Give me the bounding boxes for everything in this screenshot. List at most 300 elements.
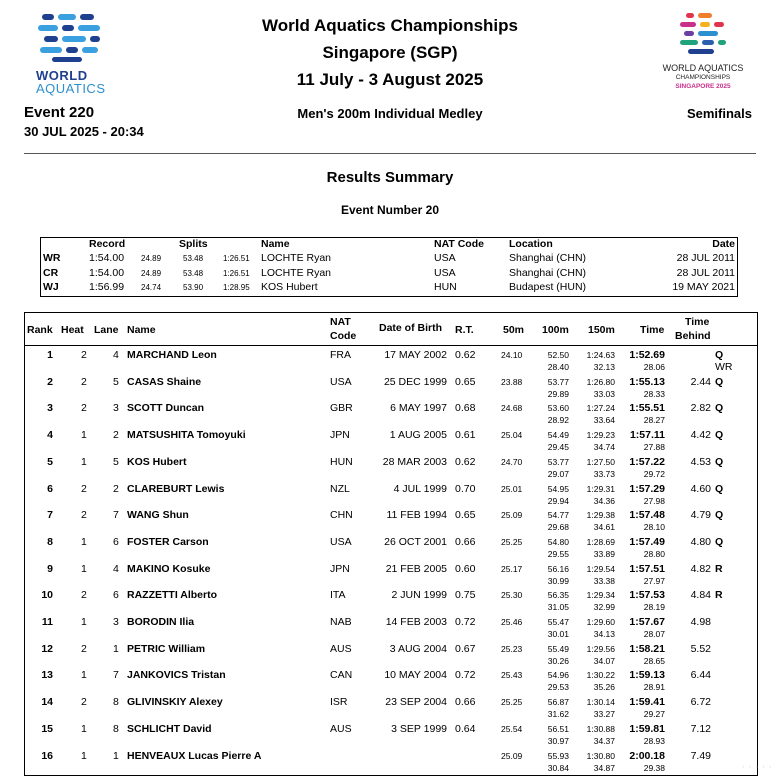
heat: 1	[81, 616, 87, 628]
time-behind: 2.44	[690, 375, 711, 388]
nat-code: CHN	[330, 509, 353, 522]
final-time: 1:57.11	[629, 429, 665, 442]
nat-code: NAB	[330, 616, 352, 628]
h-lane: Lane	[94, 324, 119, 336]
lap-100m: 29.89	[547, 388, 569, 399]
qualification-mark: R	[715, 589, 723, 602]
final-time: 1:57.51	[629, 562, 665, 575]
lap-150m: 34.61	[593, 522, 615, 533]
lap-150m: 34.87	[593, 762, 615, 773]
h-50m: 50m	[503, 324, 525, 336]
date-of-birth: 17 MAY 2002	[384, 349, 447, 361]
final-time: 1:57.48	[629, 509, 665, 522]
lap-200m: 29.38	[643, 762, 665, 773]
qualification-mark: Q	[715, 429, 724, 442]
heat: 1	[81, 562, 87, 575]
lap-200m: 28.10	[643, 522, 665, 533]
results-header-rule	[25, 345, 757, 346]
date-of-birth: 2 JUN 1999	[391, 589, 447, 602]
lane: 3	[113, 616, 119, 628]
split-100m: 55.47	[547, 617, 569, 627]
event-number: Event Number 20	[340, 203, 440, 217]
result-row	[25, 669, 757, 696]
h-rank: Rank	[27, 324, 53, 336]
split-150m: 1:29.60	[586, 617, 615, 627]
h-code: Code	[330, 330, 357, 342]
nat-code: AUS	[330, 642, 352, 655]
result-row	[25, 456, 757, 483]
rank: 12	[41, 642, 53, 655]
record-holder: LOCHTE Ryan	[261, 252, 332, 264]
qualification-mark: Q	[715, 509, 724, 522]
rank: 8	[47, 535, 53, 548]
split-100m: 54.95	[547, 483, 569, 494]
championship-dates: 11 July - 3 August 2025	[296, 70, 484, 89]
split-100m: 54.80	[547, 536, 569, 547]
rec-h-splits: Splits	[179, 238, 208, 250]
date-of-birth: 3 AUG 2004	[389, 642, 447, 655]
split-150m: 1:30.88	[586, 723, 615, 734]
lap-150m: 35.26	[593, 682, 615, 693]
rank: 2	[47, 375, 53, 388]
split-150m: 1:27.50	[586, 456, 615, 467]
reaction-time: 0.67	[455, 642, 476, 655]
final-time: 1:58.21	[629, 642, 665, 655]
lap-150m: 34.36	[593, 495, 615, 506]
split-100m: 53.60	[547, 403, 569, 414]
rec-h-nat: NAT Code	[434, 238, 484, 250]
date-of-birth: 26 OCT 2001	[384, 535, 447, 548]
result-row	[25, 376, 757, 403]
header-divider	[24, 153, 756, 154]
heat: 1	[81, 722, 87, 735]
records-table	[40, 237, 738, 297]
record-date: 28 JUL 2011	[676, 266, 735, 279]
record-date: 19 MAY 2021	[672, 281, 735, 293]
result-row	[25, 536, 757, 563]
reaction-time: 0.68	[455, 402, 476, 415]
split-100m: 56.87	[547, 697, 569, 708]
lane: 3	[113, 402, 119, 415]
split-50m: 25.09	[501, 510, 523, 521]
split-150m: 1:26.80	[586, 376, 615, 387]
lap-150m: 33.03	[593, 388, 615, 399]
lap-100m: 30.01	[547, 629, 569, 639]
result-row	[25, 349, 757, 376]
split-100m: 56.16	[547, 563, 569, 574]
lap-100m: 29.07	[547, 468, 569, 479]
lap-150m: 32.13	[593, 362, 615, 372]
split-150m: 1:30.14	[586, 697, 615, 708]
time-behind: 6.44	[690, 669, 711, 682]
reaction-time: 0.60	[455, 562, 476, 575]
athlete-name: PETRIC William	[127, 642, 206, 655]
split-100m: 53.77	[547, 376, 569, 387]
reaction-time: 0.61	[455, 429, 476, 442]
heat: 2	[81, 402, 87, 415]
athlete-name: GLIVINSKIY Alexey	[127, 696, 223, 709]
record-split-50: 24.89	[141, 254, 162, 263]
final-time: 1:57.53	[629, 589, 665, 602]
record-split-150: 1:28.95	[223, 283, 250, 292]
lap-100m: 30.99	[547, 575, 569, 586]
split-50m: 25.25	[501, 536, 523, 547]
rank: 9	[47, 562, 53, 575]
result-row	[25, 429, 757, 456]
lap-100m: 30.97	[547, 735, 569, 746]
result-row	[25, 402, 757, 429]
result-row	[25, 723, 757, 750]
reaction-time: 0.65	[455, 509, 476, 522]
result-row	[25, 643, 757, 670]
record-location: Shanghai (CHN)	[509, 266, 587, 279]
time-behind: 4.42	[690, 429, 711, 442]
lane: 4	[113, 562, 119, 575]
lap-100m: 29.55	[547, 548, 569, 559]
athlete-name: WANG Shun	[127, 509, 189, 522]
lap-200m: 27.88	[643, 442, 665, 453]
nat-code: JPN	[330, 429, 350, 442]
date-of-birth: 11 FEB 1994	[386, 509, 447, 522]
result-row	[25, 750, 757, 777]
lap-200m: 29.27	[643, 709, 665, 720]
record-holder: KOS Hubert	[261, 281, 318, 293]
lane: 7	[113, 509, 119, 522]
rec-h-date: Date	[712, 238, 735, 250]
rank: 6	[47, 482, 53, 495]
lap-100m: 28.92	[547, 415, 569, 426]
nat-code: HUN	[330, 455, 353, 468]
championship-location: Singapore (SGP)	[322, 43, 458, 62]
section-title: Results Summary	[326, 169, 454, 186]
time-behind: 7.12	[690, 722, 711, 735]
date-of-birth: 23 SEP 2004	[385, 696, 447, 709]
record-type: WR	[43, 252, 61, 264]
date-of-birth: 28 MAR 2003	[382, 455, 447, 468]
lap-150m: 34.37	[593, 735, 615, 746]
split-50m: 24.68	[501, 403, 523, 414]
final-time: 1:57.49	[629, 535, 665, 548]
heat: 2	[81, 589, 87, 602]
lane: 2	[113, 429, 119, 442]
split-100m: 56.51	[547, 723, 569, 734]
record-row	[41, 267, 737, 281]
rank: 4	[47, 429, 53, 442]
reaction-time: 0.64	[455, 722, 476, 735]
split-150m: 1:30.22	[586, 670, 615, 681]
lane: 5	[113, 375, 119, 388]
record-type: CR	[43, 266, 59, 279]
date-of-birth: 25 DEC 1999	[383, 375, 447, 388]
round-label: Semifinals	[686, 106, 752, 121]
heat: 1	[81, 749, 87, 762]
logo-word-world: WORLD	[36, 68, 88, 83]
lane: 6	[113, 535, 119, 548]
split-150m: 1:30.80	[586, 750, 615, 761]
record-time: 1:54.00	[89, 252, 125, 264]
split-150m: 1:29.31	[586, 483, 615, 494]
lap-200m: 28.91	[643, 682, 665, 693]
record-split-100: 53.48	[183, 268, 204, 278]
lane: 1	[113, 749, 119, 762]
split-50m: 25.23	[501, 643, 523, 654]
heat: 2	[81, 482, 87, 495]
h-rt: R.T.	[455, 324, 474, 336]
lap-150m: 33.64	[593, 415, 615, 426]
lap-200m: 28.93	[643, 735, 665, 746]
time-behind: 6.72	[690, 696, 711, 709]
time-behind: 4.79	[690, 509, 711, 522]
lane: 5	[113, 455, 119, 468]
lap-200m: 28.33	[643, 388, 665, 399]
time-behind: 5.52	[690, 642, 711, 655]
lane: 8	[113, 696, 119, 709]
reaction-time: 0.62	[455, 349, 476, 361]
lap-200m: 28.27	[643, 415, 665, 426]
date-of-birth: 14 FEB 2003	[385, 616, 447, 628]
final-time: 1:59.41	[629, 696, 665, 709]
lap-100m: 29.45	[547, 442, 569, 453]
nat-code: USA	[330, 375, 352, 388]
lap-200m: 28.65	[643, 655, 665, 666]
champ-logo-line2: CHAMPIONSHIPS	[675, 74, 731, 81]
final-time: 1:59.81	[629, 722, 665, 735]
nat-code: NZL	[330, 482, 350, 495]
time-behind: 4.53	[690, 455, 711, 468]
split-150m: 1:24.63	[586, 350, 615, 360]
date-of-birth: 10 MAY 2004	[384, 669, 447, 682]
split-50m: 25.46	[501, 617, 523, 627]
split-100m: 54.49	[547, 430, 569, 441]
split-50m: 25.25	[501, 697, 523, 708]
lane: 4	[113, 349, 119, 361]
reaction-time: 0.66	[455, 696, 476, 709]
lap-100m: 31.62	[547, 709, 569, 720]
date-of-birth: 1 AUG 2005	[389, 429, 447, 442]
record-time: 1:56.99	[89, 281, 125, 293]
rank: 14	[41, 696, 53, 709]
h-nat: NAT	[330, 316, 351, 328]
record-split-150: 1:26.51	[223, 254, 250, 263]
qualification-mark: Q	[715, 482, 724, 495]
final-time: 1:52.69	[629, 349, 665, 361]
athlete-name: CASAS Shaine	[127, 375, 202, 388]
split-50m: 24.70	[501, 456, 523, 467]
time-behind: 4.80	[690, 535, 711, 548]
lap-150m: 34.07	[593, 655, 615, 666]
lane: 2	[113, 482, 119, 495]
lap-150m: 33.38	[593, 575, 615, 586]
split-100m: 52.50	[547, 350, 569, 360]
qualification-mark: Q	[715, 375, 724, 388]
rank: 5	[47, 455, 53, 468]
reaction-time: 0.72	[455, 669, 476, 682]
h-time: Time	[640, 324, 665, 336]
split-150m: 1:29.54	[586, 563, 615, 574]
split-50m: 24.10	[501, 350, 523, 360]
rec-h-location: Location	[509, 238, 553, 250]
lap-200m: 28.06	[643, 362, 665, 372]
final-time: 1:55.13	[629, 375, 665, 388]
championship-title: World Aquatics Championships	[262, 16, 518, 35]
lap-200m: 28.80	[643, 548, 665, 559]
split-100m: 55.49	[547, 643, 569, 654]
nat-code: AUS	[330, 722, 352, 735]
h-heat: Heat	[61, 324, 84, 336]
record-split-50: 24.89	[141, 268, 162, 278]
lap-150m: 32.99	[593, 602, 615, 613]
time-behind: 2.82	[690, 402, 711, 415]
split-50m: 25.04	[501, 430, 523, 441]
reaction-time: 0.62	[455, 455, 476, 468]
qualification-mark: R	[715, 562, 723, 575]
lap-150m: 34.74	[593, 442, 615, 453]
date-of-birth: 4 JUL 1999	[393, 482, 447, 495]
rec-h-record: Record	[89, 238, 126, 250]
logo-word-aquatics: AQUATICS	[36, 81, 106, 96]
split-150m: 1:29.56	[586, 643, 615, 654]
heat: 2	[81, 696, 87, 709]
lap-100m: 30.84	[547, 762, 569, 773]
nat-code: GBR	[330, 402, 353, 415]
result-row	[25, 616, 757, 643]
lap-150m: 33.73	[593, 468, 615, 479]
split-100m: 56.35	[547, 590, 569, 601]
rank: 10	[41, 589, 53, 602]
split-50m: 23.88	[501, 376, 523, 387]
lap-200m: 29.72	[643, 468, 665, 479]
lap-100m: 29.68	[547, 522, 569, 533]
date-of-birth: 3 SEP 1999	[391, 722, 447, 735]
split-50m: 25.09	[501, 750, 523, 761]
record-split-100: 53.90	[183, 283, 204, 292]
heat: 1	[81, 535, 87, 548]
time-behind: 7.49	[690, 749, 711, 762]
event-label: Event 220	[24, 104, 95, 121]
lap-100m: 31.05	[547, 602, 569, 613]
record-row	[41, 281, 737, 295]
results-table	[24, 312, 758, 776]
split-50m: 25.54	[501, 723, 523, 734]
lap-150m: 33.27	[593, 709, 615, 720]
rank: 11	[41, 616, 53, 628]
split-100m: 54.96	[547, 670, 569, 681]
lap-200m: 28.07	[643, 629, 665, 639]
athlete-name: MAKINO Kosuke	[127, 562, 211, 575]
h-behind1: Time	[685, 316, 710, 328]
heat: 2	[81, 509, 87, 522]
split-150m: 1:29.38	[586, 510, 615, 521]
reaction-time: 0.65	[455, 375, 476, 388]
result-row	[25, 509, 757, 536]
watermark: · · · · ·	[741, 761, 772, 773]
athlete-name: KOS Hubert	[127, 455, 187, 468]
result-row	[25, 563, 757, 590]
athlete-name: MARCHAND Leon	[127, 349, 217, 361]
nat-code: FRA	[330, 349, 351, 361]
athlete-name: HENVEAUX Lucas Pierre A	[127, 749, 262, 762]
rec-h-name: Name	[261, 238, 290, 250]
reaction-time: 0.72	[455, 616, 476, 628]
rank: 1	[47, 349, 53, 361]
time-behind: 4.60	[690, 482, 711, 495]
record-location: Budapest (HUN)	[509, 281, 587, 293]
athlete-name: JANKOVICS Tristan	[127, 669, 226, 682]
split-100m: 53.77	[547, 456, 569, 467]
heat: 1	[81, 455, 87, 468]
champ-logo-line3: SINGAPORE 2025	[675, 83, 731, 90]
split-50m: 25.43	[501, 670, 523, 681]
heat: 1	[81, 669, 87, 682]
reaction-time: 0.66	[455, 535, 476, 548]
record-split-150: 1:26.51	[223, 268, 250, 278]
qualification-mark: Q	[715, 455, 724, 468]
final-time: 1:57.22	[629, 455, 665, 468]
nat-code: CAN	[330, 669, 353, 682]
nat-code: ITA	[330, 589, 346, 602]
h-100m: 100m	[542, 324, 569, 336]
split-100m: 55.93	[547, 750, 569, 761]
result-row	[25, 589, 757, 616]
rank: 13	[41, 669, 53, 682]
split-100m: 54.77	[547, 510, 569, 521]
lap-150m: 34.13	[593, 629, 615, 639]
athlete-name: MATSUSHITA Tomoyuki	[127, 429, 246, 442]
reaction-time: 0.75	[455, 589, 476, 602]
athlete-name: SCHLICHT David	[127, 722, 212, 735]
h-150m: 150m	[588, 324, 615, 336]
record-type: WJ	[43, 281, 59, 293]
split-150m: 1:27.24	[586, 403, 615, 414]
split-50m: 25.17	[501, 563, 523, 574]
record-location: Shanghai (CHN)	[509, 252, 587, 264]
championships-logo	[648, 12, 758, 91]
lane: 8	[113, 722, 119, 735]
h-dob: Date of Birth	[379, 322, 442, 334]
event-datetime: 30 JUL 2025 - 20:34	[24, 124, 144, 139]
heat: 2	[81, 642, 87, 655]
lap-200m: 28.19	[643, 602, 665, 613]
lap-150m: 33.89	[593, 548, 615, 559]
h-behind2: Behind	[675, 330, 711, 342]
record-nat: USA	[434, 266, 456, 279]
time-behind: 4.98	[690, 616, 711, 628]
reaction-time: 0.70	[455, 482, 476, 495]
lap-200m: 27.97	[643, 575, 665, 586]
final-time: 1:59.13	[629, 669, 665, 682]
nat-code: USA	[330, 535, 352, 548]
split-150m: 1:28.69	[586, 536, 615, 547]
date-of-birth: 21 FEB 2005	[385, 562, 447, 575]
rank: 15	[41, 722, 53, 735]
lap-100m: 28.40	[547, 362, 569, 372]
time-behind: 4.82	[690, 562, 711, 575]
lane: 7	[113, 669, 119, 682]
record-time: 1:54.00	[89, 266, 125, 279]
lap-100m: 30.26	[547, 655, 569, 666]
nat-code: ISR	[330, 696, 348, 709]
heat: 2	[81, 349, 87, 361]
lap-100m: 29.53	[547, 682, 569, 693]
qualification-mark: Q	[715, 402, 724, 415]
nat-code: JPN	[330, 562, 350, 575]
final-time: 1:57.67	[629, 616, 665, 628]
record-split-100: 53.48	[183, 254, 204, 263]
time-behind: 4.84	[690, 589, 711, 602]
champ-logo-line1: WORLD AQUATICS	[662, 63, 744, 73]
split-150m: 1:29.34	[586, 590, 615, 601]
record-date: 28 JUL 2011	[676, 252, 735, 264]
